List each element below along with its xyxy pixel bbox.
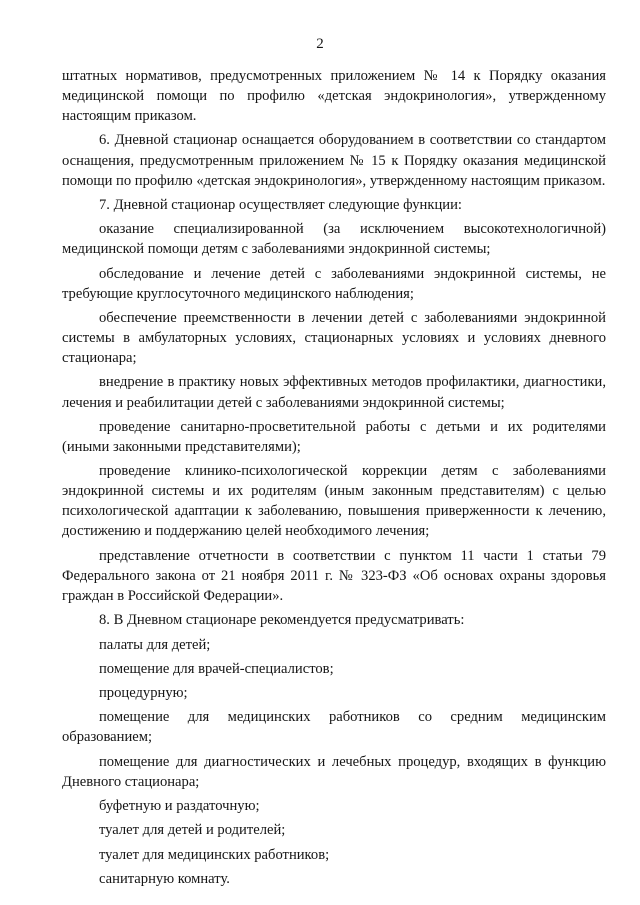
page-number: 2 bbox=[316, 36, 324, 52]
paragraph: палаты для детей; bbox=[99, 636, 211, 653]
paragraph: процедурную; bbox=[99, 685, 188, 702]
paragraph: 8. В Дневном стационаре рекомендуется предусматривать: bbox=[99, 612, 465, 629]
paragraph: санитарную комнату. bbox=[99, 870, 230, 887]
paragraph: штатных нормативов, предусмотренных приложением № 14 к Порядку оказания медицинской помощи по профилю «детская эндокринология», утвержденному настоящим приказом. bbox=[62, 68, 606, 125]
paragraph: представление отчетности в соответствии с пунктом 11 части 1 статьи 79 Федерального закона от 21 ноября 2011 г. № 323-ФЗ «Об основах охраны здоровья граждан в Российской Федерации». bbox=[62, 547, 606, 604]
paragraph: буфетную и раздаточную; bbox=[99, 798, 260, 815]
paragraph: оказание специализированной (за исключением высокотехнологичной) медицинской помощи детям с заболеваниями эндокринной системы; bbox=[62, 221, 606, 258]
paragraph: проведение санитарно-просветительной работы с детьми и их родителями (иными законными представителями); bbox=[62, 418, 606, 455]
paragraph: обследование и лечение детей с заболеваниями эндокринной системы, не требующие круглосуточного медицинского наблюдения; bbox=[62, 265, 606, 302]
document-body bbox=[62, 66, 606, 893]
paragraph: туалет для детей и родителей; bbox=[99, 822, 286, 839]
paragraph: 6. Дневной стационар оснащается оборудованием в соответствии со стандартом оснащения, предусмотренным приложением № 15 к Порядку оказания медицинской помощи по профилю «детская эндокринология», утвержденному настоящим приказом. bbox=[62, 132, 606, 189]
paragraph: внедрение в практику новых эффективных методов профилактики, диагностики, лечения и реабилитации детей с заболеваниями эндокринной системы; bbox=[62, 374, 606, 411]
paragraph: обеспечение преемственности в лечении детей с заболеваниями эндокринной системы в амбулаторных условиях, стационарных условиях и условиях дневного стационара; bbox=[62, 309, 606, 367]
paragraph: помещение для диагностических и лечебных процедур, входящих в функцию Дневного стационара; bbox=[62, 753, 606, 790]
paragraph: 7. Дневной стационар осуществляет следующие функции: bbox=[99, 196, 462, 213]
paragraph: помещение для медицинских работников со средним медицинским образованием; bbox=[62, 709, 606, 746]
paragraph: туалет для медицинских работников; bbox=[99, 846, 330, 863]
paragraph: проведение клинико-психологической коррекции детям с заболеваниями эндокринной системы и их родителям (иным законным представителям) с целью психологической адаптации к заболеванию, повышения приверженности к лечению, достижению и поддержанию целей необходимого лечения; bbox=[62, 463, 606, 540]
paragraph: помещение для врачей-специалистов; bbox=[99, 660, 334, 677]
